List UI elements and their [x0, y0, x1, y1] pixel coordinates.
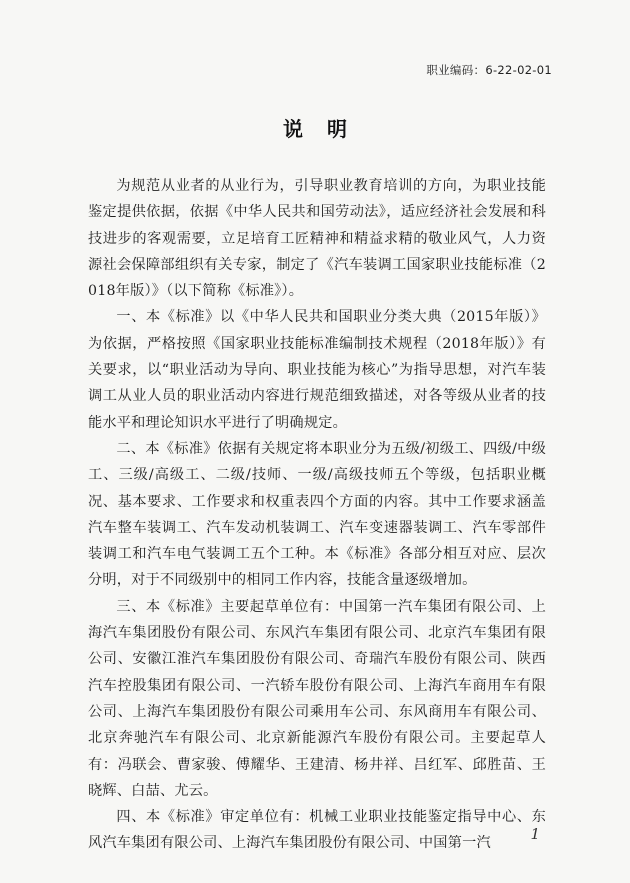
- page-title: 说明: [283, 117, 371, 141]
- paragraph-one: 一、本《标准》以《中华人民共和国职业分类大典（2015年版）》为依据，严格按照《国家职业技能标准编制技术规程（2018年版）》有关要求，以“职业活动为导向、职业技能为核心”为指导思想，对汽车装调工从业人员的职业活动内容进行规范细致描述，对各等级从业者的技能水平和理论知识水平进行了明确规定。: [88, 309, 546, 431]
- paragraph-four: 四、本《标准》审定单位有：机械工业职业技能鉴定指导中心、东风汽车集团有限公司、上海汽车集团股份有限公司、中国第一汽: [88, 809, 546, 852]
- intro-paragraph: 为规范从业者的从业行为，引导职业教育培训的方向，为职业技能鉴定提供依据，依据《中华人民共和国劳动法》，适应经济社会发展和科技进步的客观需要，立足培育工匠精神和精益求精的敬业风气，人力资源社会保障部组织有关专家，制定了《汽车装调工国家职业技能标准（2018年版）》（以下简称《标准》）。: [88, 178, 546, 300]
- occupation-code: 职业编码：6-22-02-01: [426, 63, 552, 77]
- body-text: [88, 173, 546, 857]
- paragraph-three: 三、本《标准》主要起草单位有：中国第一汽车集团有限公司、上海汽车集团股份有限公司、东风汽车集团有限公司、北京汽车集团有限公司、安徽江淮汽车集团股份有限公司、奇瑞汽车股份有限公司、陕西汽车控股集团有限公司、一汽轿车股份有限公司、上海汽车商用车有限公司、上海汽车集团股份有限公司乘用车公司、东风商用车有限公司、北京奔驰汽车有限公司、北京新能源汽车股份有限公司。主要起草人有：冯联会、曹家骏、傅耀华、王建清、杨井祥、吕红军、邱胜苗、王晓辉、白喆、尤云。: [88, 598, 546, 799]
- page-number: 1: [530, 825, 540, 843]
- paragraph-two: 二、本《标准》依据有关规定将本职业分为五级/初级工、四级/中级工、三级/高级工、二级/技师、一级/高级技师五个等级，包括职业概况、基本要求、工作要求和权重表四个方面的内容。其中工作要求涵盖汽车整车装调工、汽车发动机装调工、汽车变速器装调工、汽车零部件装调工和汽车电气装调工五个工种。本《标准》各部分相互对应、层次分明，对于不同级别中的相同工作内容，技能含量逐级增加。: [88, 440, 546, 589]
